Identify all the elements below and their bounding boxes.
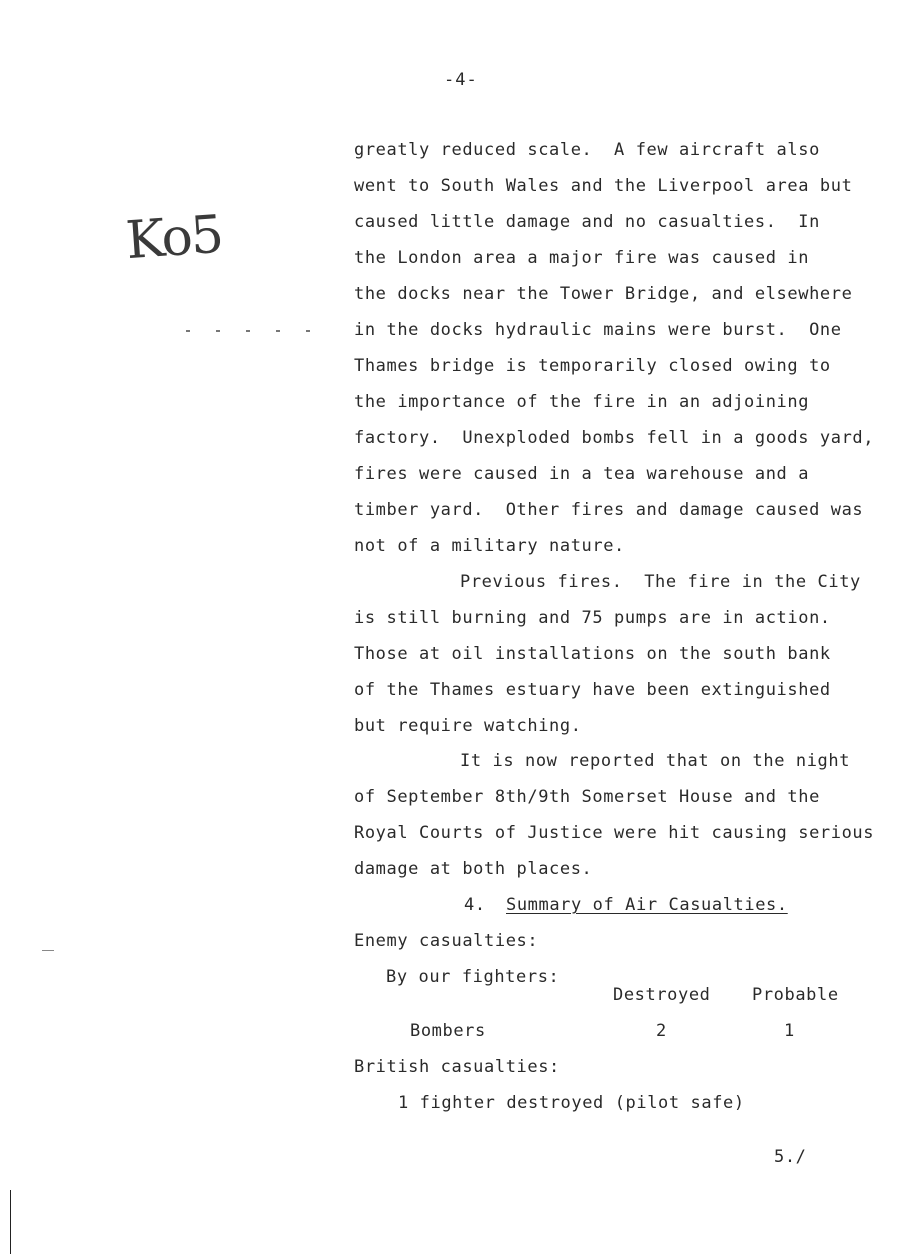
- page-number: -4-: [444, 70, 478, 90]
- column-header-destroyed: Destroyed: [613, 985, 711, 1005]
- handwritten-margin-note: Ko5: [124, 204, 224, 272]
- body-line: of the Thames estuary have been extinguished: [354, 680, 831, 700]
- margin-dash-mark: [42, 950, 54, 951]
- body-line: damage at both places.: [354, 859, 593, 879]
- body-line: Those at oil installations on the south bank: [354, 644, 831, 664]
- body-line: not of a military nature.: [354, 536, 625, 556]
- destroyed-value: 2: [656, 1021, 667, 1041]
- probable-value: 1: [784, 1021, 795, 1041]
- by-fighters-label: By our fighters:: [386, 967, 560, 987]
- body-line: It is now reported that on the night: [460, 751, 851, 771]
- section-heading: Summary of Air Casualties.: [506, 895, 788, 915]
- body-line: caused little damage and no casualties. In: [354, 212, 820, 232]
- body-line: in the docks hydraulic mains were burst. One: [354, 320, 842, 340]
- body-line: Previous fires. The fire in the City: [460, 572, 861, 592]
- margin-dash-marks: [186, 330, 310, 332]
- body-line: timber yard. Other fires and damage caused was: [354, 500, 864, 520]
- column-header-probable: Probable: [752, 985, 839, 1005]
- continuation-marker: 5./: [774, 1147, 807, 1167]
- body-line: the importance of the fire in an adjoining: [354, 392, 810, 412]
- british-casualties-detail: 1 fighter destroyed (pilot safe): [398, 1093, 745, 1113]
- british-casualties-label: British casualties:: [354, 1057, 560, 1077]
- row-label: Bombers: [410, 1021, 486, 1041]
- body-line: of September 8th/9th Somerset House and the: [354, 787, 820, 807]
- section-number: 4.: [464, 895, 486, 915]
- body-line: Thames bridge is temporarily closed owing to: [354, 356, 831, 376]
- body-line: went to South Wales and the Liverpool area but: [354, 176, 853, 196]
- body-line: the London area a major fire was caused in: [354, 248, 810, 268]
- body-line: but require watching.: [354, 716, 582, 736]
- body-line: greatly reduced scale. A few aircraft also: [354, 140, 820, 160]
- enemy-casualties-label: Enemy casualties:: [354, 931, 539, 951]
- body-line: fires were caused in a tea warehouse and a: [354, 464, 810, 484]
- binding-edge-line: [10, 1190, 11, 1254]
- body-line: the docks near the Tower Bridge, and elsewhere: [354, 284, 853, 304]
- body-line: Royal Courts of Justice were hit causing serious: [354, 823, 875, 843]
- body-line: is still burning and 75 pumps are in action.: [354, 608, 831, 628]
- body-line: factory. Unexploded bombs fell in a goods yard,: [354, 428, 875, 448]
